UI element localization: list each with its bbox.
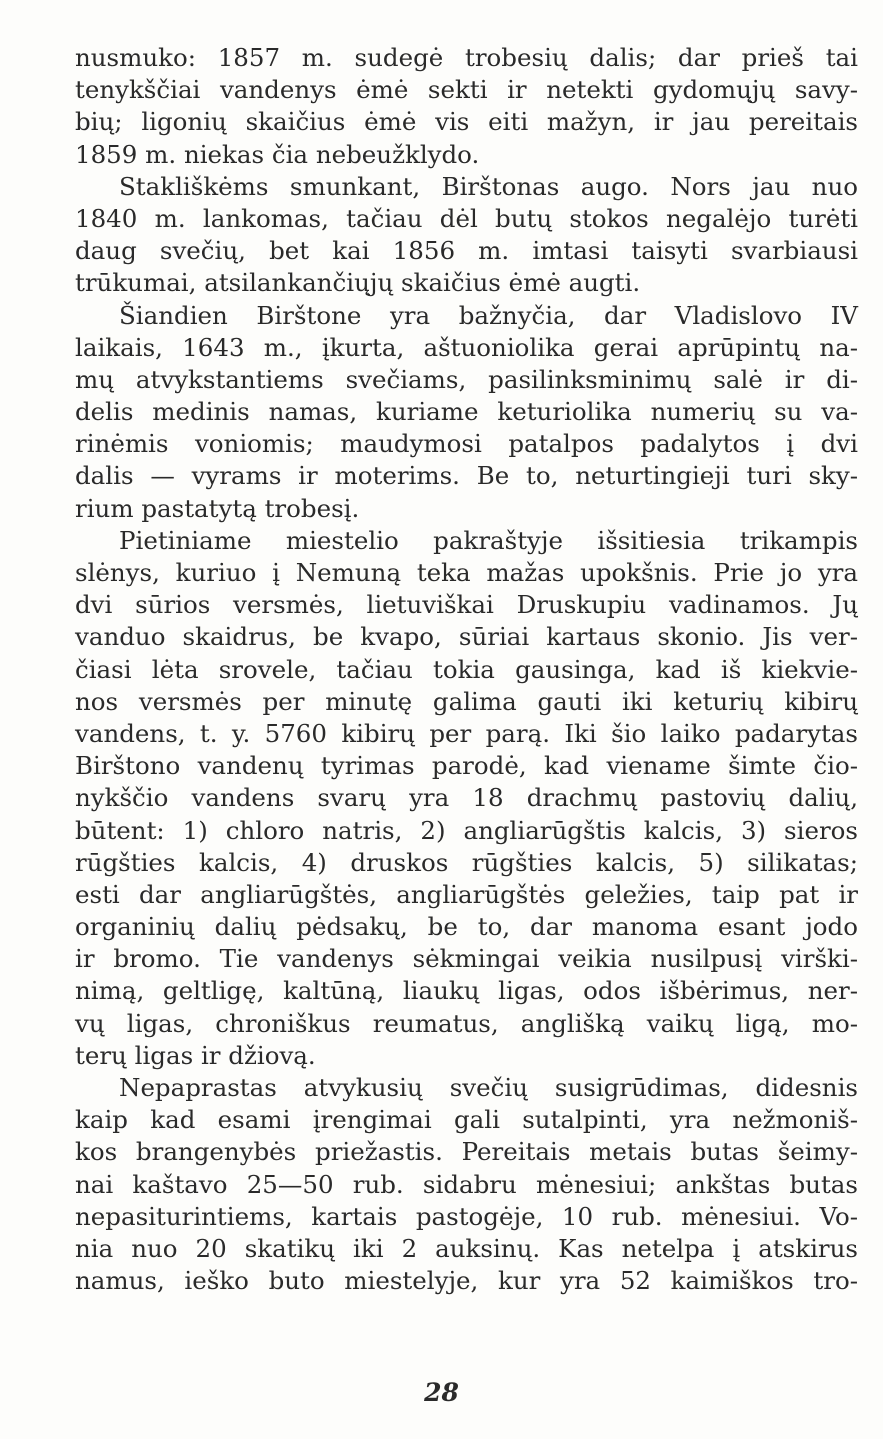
paragraph-first-line: Pietiniame miestelio pakraštyje išsitiesia trikampis — [119, 525, 858, 555]
text-line: rium pastatytą trobesį. — [75, 493, 360, 523]
text-line: nykščio vandens svarų yra 18 drachmų pastovių dalių, — [75, 783, 858, 813]
text-line: tenykščiai vandenys ėmė sekti ir netekti gydomųjų savy- — [75, 75, 858, 105]
text-line: nos versmės per minutę galima gauti iki keturių kibirų — [75, 686, 858, 716]
text-line: vanduo skaidrus, be kvapo, sūriai kartaus skonio. Jis ver- — [75, 622, 858, 652]
text-line: delis medinis namas, kuriame keturiolika numerių su va- — [75, 397, 858, 427]
text-line: daug svečių, bet kai 1856 m. imtasi taisyti svarbiausi — [75, 236, 858, 266]
text-line: 1859 m. niekas čia nebeužklydo. — [75, 139, 480, 169]
text-line: Birštono vandenų tyrimas parodė, kad viename šimte čio- — [75, 751, 858, 781]
text-line: nusmuko: 1857 m. sudegė trobesių dalis; dar prieš tai — [75, 43, 858, 72]
text-line: nai kaštavo 25—50 rub. sidabru mėnesiui; ankštas butas — [75, 1169, 858, 1199]
text-line: ir bromo. Tie vandenys sėkmingai veikia nusilpusį virški- — [75, 944, 858, 974]
text-line: 1840 m. lankomas, tačiau dėl butų stokos negalėjo turėti — [75, 203, 858, 233]
text-line: esti dar angliarūgštės, angliarūgštės geležies, taip pat ir — [75, 879, 858, 909]
text-line: laikais, 1643 m., įkurta, aštuoniolika gerai aprūpintų na- — [75, 332, 858, 362]
text-line: vandens, t. y. 5760 kibirų per parą. Iki šio laiko padarytas — [75, 718, 858, 748]
text-line: namus, ieško buto miestelyje, kur yra 52 kaimiškos tro- — [75, 1266, 858, 1296]
text-line: vų ligas, chroniškus reumatus, anglišką vaikų ligą, mo- — [75, 1008, 858, 1038]
text-line: rinėmis voniomis; maudymosi patalpos padalytos į dvi — [75, 429, 858, 459]
text-line: kaip kad esami įrengimai gali sutalpinti, yra nežmoniš- — [75, 1105, 858, 1135]
text-line: terų ligas ir džiovą. — [75, 1040, 316, 1070]
text-line: slėnys, kuriuo į Nemuną teka mažas upokšnis. Prie jo yra — [75, 558, 858, 587]
text-line: trūkumai, atsilankančiųjų skaičius ėmė augti. — [75, 268, 641, 298]
text-line: nepasiturintiems, kartais pastogėje, 10 rub. mėnesiui. Vo- — [75, 1201, 858, 1231]
text-line: čiasi lėta srovele, tačiau tokia gausinga, kad iš kiekvie- — [75, 654, 858, 684]
paragraph-first-line: Šiandien Birštone yra bažnyčia, dar Vladislovo IV — [119, 300, 858, 330]
text-line: organinių dalių pėdsakų, be to, dar manoma esant jodo — [75, 912, 858, 942]
text-line: nia nuo 20 skatikų iki 2 auksinų. Kas netelpa į atskirus — [75, 1233, 858, 1263]
text-line: rūgšties kalcis, 4) druskos rūgšties kalcis, 5) silikatas; — [75, 847, 858, 877]
text-line: mų atvykstantiems svečiams, pasilinksminimų salė ir di- — [75, 364, 858, 394]
page-number: 28 — [424, 1378, 459, 1407]
text-line: dvi sūrios versmės, lietuviškai Druskupiu vadinamos. Jų — [75, 590, 858, 620]
text-line: kos brangenybės priežastis. Pereitais metais butas šeimy- — [75, 1137, 858, 1167]
body-text — [75, 42, 858, 1297]
paragraph-first-line: Nepaprastas atvykusių svečių susigrūdimas, didesnis — [119, 1073, 858, 1102]
paragraph-first-line: Stakliškėms smunkant, Birštonas augo. Nors jau nuo — [119, 171, 858, 201]
text-line: dalis — vyrams ir moterims. Be to, neturtingieji turi sky- — [75, 461, 858, 491]
text-line: nimą, geltligę, kaltūną, liaukų ligas, odos išbėrimus, ner- — [75, 976, 858, 1006]
text-line: bių; ligonių skaičius ėmė vis eiti mažyn, ir jau pereitais — [75, 107, 858, 137]
text-line: būtent: 1) chloro natris, 2) angliarūgštis kalcis, 3) sieros — [75, 815, 858, 845]
